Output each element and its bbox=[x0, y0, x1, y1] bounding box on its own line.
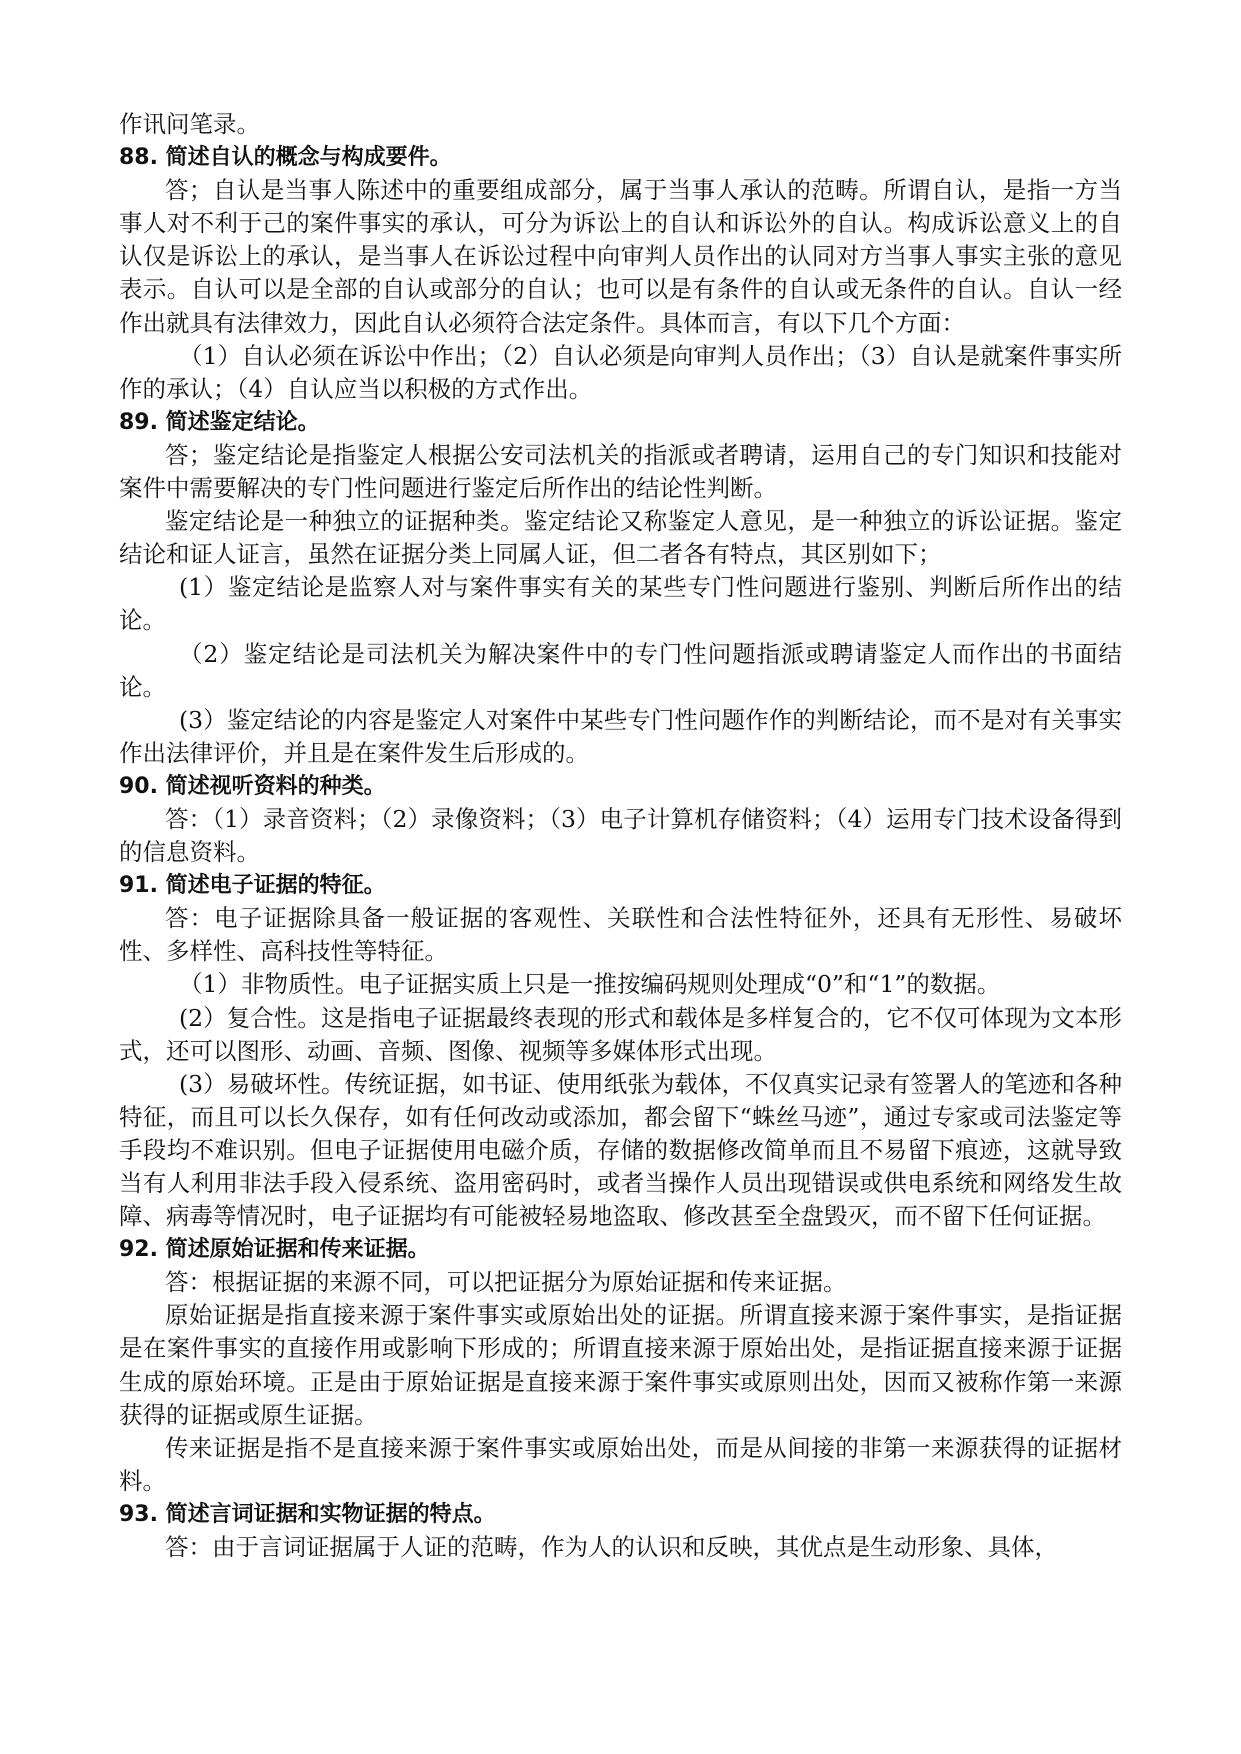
paragraph: 答：根据证据的来源不同，可以把证据分为原始证据和传来证据。 bbox=[165, 1268, 847, 1297]
paragraph: 作讯问笔录。 bbox=[119, 110, 260, 138]
section-heading: 88. 简述自认的概念与构成要件。 bbox=[119, 145, 452, 171]
paragraph: 答；自认是当事人陈述中的重要组成部分，属于当事人承认的范畴。所谓自认，是指一方当事人对不利于己的案件事实的承认，可分为诉讼上的自认和诉讼外的自认。构成诉讼意义上的自认仅是诉讼上的承认，是当事人在诉讼过程中向审判人员作出的认同对方当事人事实主张的意见表示。自认可以是全部的自认或部分的自认；也可以是有条件的自认或无条件的自认。自认一经作出就具有法律效力，因此自认必须符合法定条件。具体而言，有以下几个方面： bbox=[119, 176, 1122, 337]
paragraph: 传来证据是指不是直接来源于案件事实或原始出处，而是从间接的非第一来源获得的证据材料。 bbox=[119, 1433, 1122, 1495]
paragraph: （2）鉴定结论是司法机关为解决案件中的专门性问题指派或聘请鉴定人而作出的书面结论。 bbox=[119, 639, 1122, 701]
document-page bbox=[119, 108, 1122, 1564]
paragraph: 鉴定结论是一种独立的证据种类。鉴定结论又称鉴定人意见，是一种独立的诉讼证据。鉴定结论和证人证言，虽然在证据分类上同属人证，但二者各有特点，其区别如下； bbox=[119, 507, 1122, 569]
paragraph: 答；鉴定结论是指鉴定人根据公安司法机关的指派或者聘请，运用自己的专门知识和技能对案件中需要解决的专门性问题进行鉴定后所作出的结论性判断。 bbox=[119, 440, 1122, 503]
paragraph: 答：（1）录音资料；（2）录像资料；（3）电子计算机存储资料；（4）运用专门技术设备得到的信息资料。 bbox=[119, 804, 1122, 867]
paragraph: (3）易破坏性。传统证据，如书证、使用纸张为载体，不仅真实记录有签署人的笔迹和各种特征，而且可以长久保存，如有任何改动或添加，都会留下“蛛丝马迹”，通过专家或司法鉴定等手段均不难识别。但电子证据使用电磁介质，存储的数据修改简单而且不易留下痕迹，这就导致当有人利用非法手段入侵系统、盗用密码时，或者当操作人员出现错误或供电系统和网络发生故障、病毒等情况时，电子证据均有可能被轻易地盗取、修改甚至全盘毁灭，而不留下任何证据。 bbox=[119, 1069, 1122, 1231]
section-heading: 90. 简述视听资料的种类。 bbox=[119, 773, 386, 799]
section-heading: 89. 简述鉴定结论。 bbox=[119, 409, 320, 435]
paragraph: 原始证据是指直接来源于案件事实或原始出处的证据。所谓直接来源于案件事实，是指证据是在案件事实的直接作用或影响下形成的；所谓直接来源于原始出处，是指证据直接来源于证据生成的原始环境。正是由于原始证据是直接来源于案件事实或原则出处，因而又被称作第一来源获得的证据或原生证据。 bbox=[119, 1301, 1122, 1429]
paragraph: (3）鉴定结论的内容是鉴定人对案件中某些专门性问题作作的判断结论，而不是对有关事实作出法律评价，并且是在案件发生后形成的。 bbox=[119, 705, 1122, 767]
section-heading: 93. 简述言词证据和实物证据的特点。 bbox=[119, 1501, 496, 1527]
section-heading: 91. 简述电子证据的特征。 bbox=[119, 873, 386, 899]
paragraph: 答：电子证据除具备一般证据的客观性、关联性和合法性特征外，还具有无形性、易破坏性、多样性、高科技性等特征。 bbox=[119, 904, 1122, 966]
section-heading: 92. 简述原始证据和传来证据。 bbox=[119, 1237, 430, 1263]
paragraph: (1）鉴定结论是监察人对与案件事实有关的某些专门性问题进行鉴别、判断后所作出的结论。 bbox=[119, 573, 1122, 635]
paragraph: （1）自认必须在诉讼中作出；（2）自认必须是向审判人员作出；（3）自认是就案件事实所作的承认；（4）自认应当以积极的方式作出。 bbox=[119, 341, 1122, 403]
paragraph: (2）复合性。这是指电子证据最终表现的形式和载体是多样复合的，它不仅可体现为文本形式，还可以图形、动画、音频、图像、视频等多媒体形式出现。 bbox=[119, 1003, 1122, 1065]
paragraph: 答：由于言词证据属于人证的范畴，作为人的认识和反映，其优点是生动形象、具体， bbox=[165, 1533, 1058, 1562]
paragraph: （1）非物质性。电子证据实质上只是一推按编码规则处理成“0”和“1”的数据。 bbox=[179, 970, 1001, 999]
